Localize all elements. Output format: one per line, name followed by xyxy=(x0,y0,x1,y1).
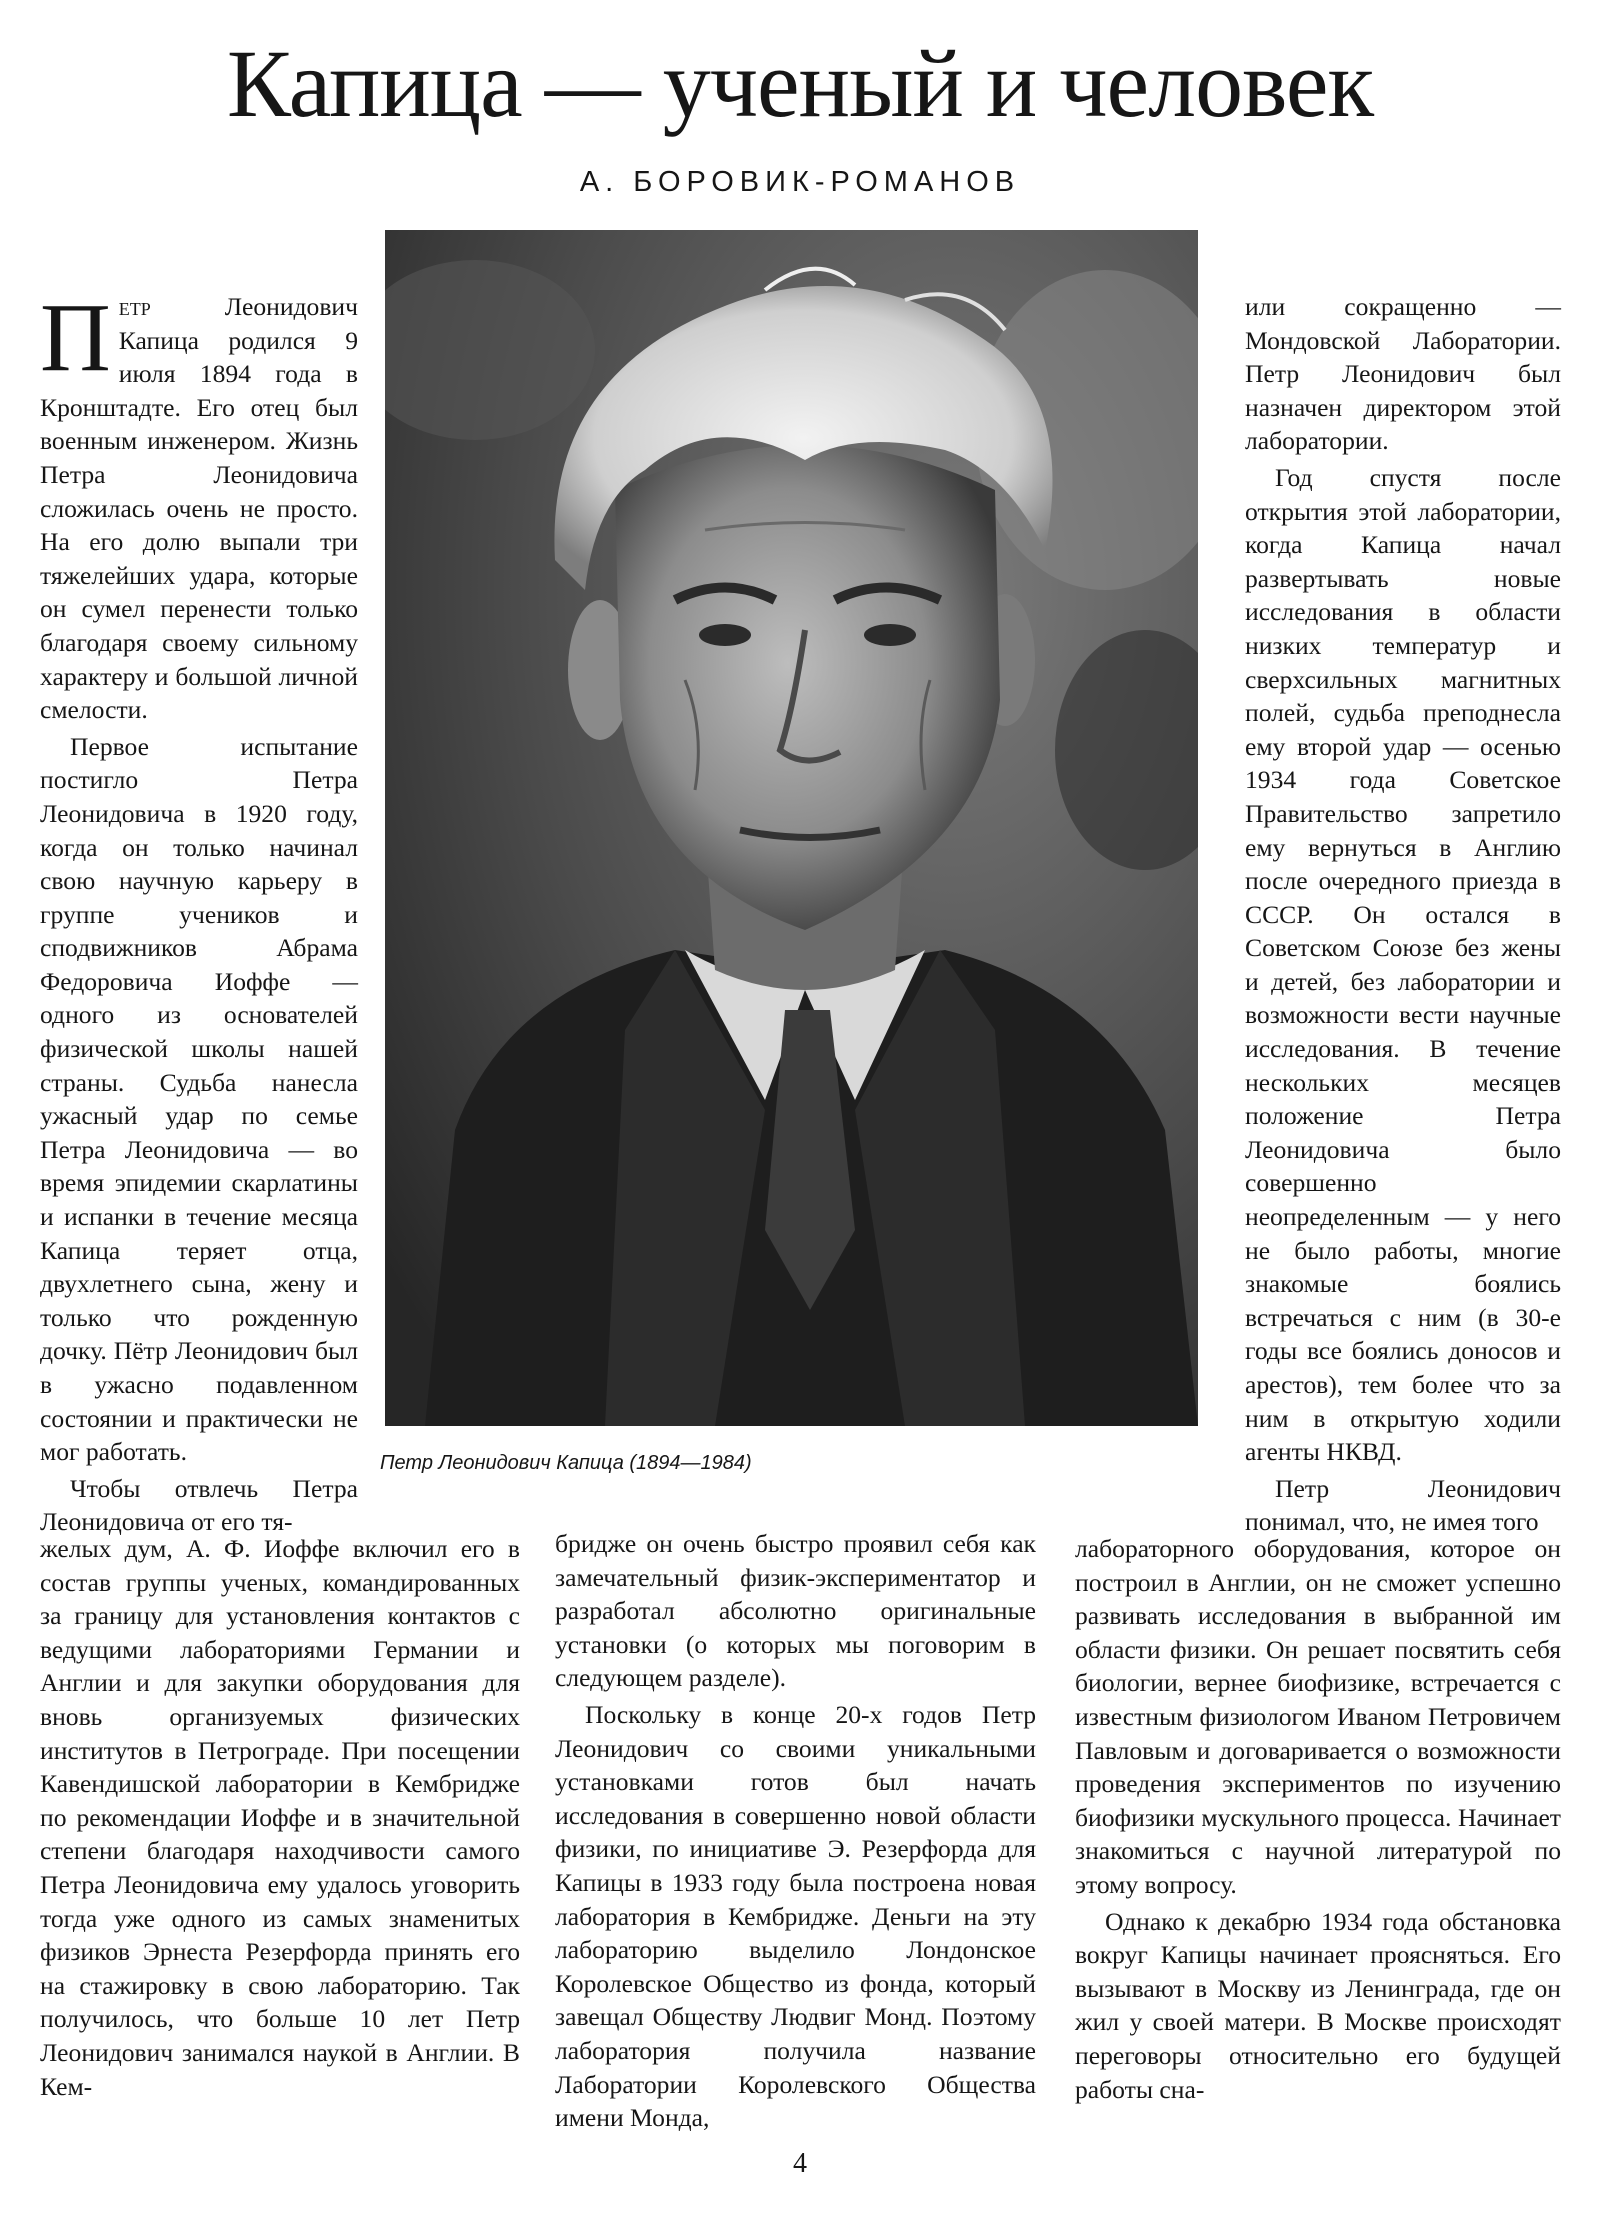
left-paragraph-3-start: Чтобы отвлечь Петра Леонидовича от его тя- xyxy=(40,1473,358,1537)
bottom-right-paragraph-1: лабораторного оборудования, которое он построил в Англии, он не сможет успешно развивать исследования в выбранной им области физики. Он решает посвятить себя биологии, вернее биофизике, встречается с известным физиологом Иваном Петровичем Павловым и договаривается о возможности проведения экспериментов по изучению биофизики мускульного процесса. Начинает знакомиться с научной литературой по этому вопросу. xyxy=(1075,1534,1561,1899)
bottom-right-column xyxy=(1075,1532,1561,2109)
bottom-middle-paragraph-1: бридже он очень быстро проявил себя как замечательный физик-экспериментатор и разработал абсолютно оригинальные установки (о которых мы поговорим в следующем разделе). xyxy=(555,1529,1036,1693)
page-number: 4 xyxy=(793,2148,807,2179)
portrait-illustration xyxy=(385,230,1198,1426)
left-paragraph-2: Первое испытание постигло Петра Леонидовича в 1920 году, когда он только начинал свою научную карьеру в группе учеников и сподвижников Абрама Федоровича Иоффе — одного из основателей физической школы нашей страны. Судьба нанесла ужасный удар по семье Петра Леонидовича — во время эпидемии скарлатины и испанки в течение месяца Капица теряет отца, двухлетнего сына, жену и только что рожденную дочку. Пётр Леонидович был в ужасно подавленном состоянии и практически не мог работать. xyxy=(40,731,358,1467)
bottom-middle-paragraph-2: Поскольку в конце 20-х годов Петр Леонидович со своими уникальными установками готов был начать исследования в совершенно новой области физики, по инициативе Э. Резерфорда для Капицы в 1933 году была построена новая лаборатория в Кембридже. Деньги на эту лабораторию выделило Лондонское Королевское Общество из фонда, который завещал Обществу Людвиг Монд. Поэтому лаборатория получила название Лаборатории Королевского Общества имени Монда, xyxy=(555,1699,1036,2133)
page-title: Капица — ученый и человек xyxy=(226,30,1374,137)
portrait-photo xyxy=(385,230,1198,1426)
drop-cap: П xyxy=(40,284,111,392)
bottom-left-column xyxy=(40,1532,520,2106)
first-word-rest: етр xyxy=(118,292,151,321)
right-column xyxy=(1245,290,1561,1542)
photo-caption: Петр Леонидович Капица (1894—1984) xyxy=(380,1452,752,1474)
right-paragraph-3-start: Петр Леонидович понимал, что, не имея того xyxy=(1245,1473,1561,1537)
left-paragraph-1 xyxy=(40,284,358,727)
right-paragraph-1-cont: или сокращенно — Мондовской Лаборатории. Петр Леонидович был назначен директором этой лаборатории. xyxy=(1245,292,1561,456)
bottom-middle-column xyxy=(555,1527,1036,2138)
left-paragraph-1-text: Леонидович Капица родился 9 июля 1894 года в Кронштадте. Его отец был военным инженером. Жизнь Петра Леонидовича сложилась очень не просто. На его долю выпали три тяжелейших удара, которые он сумел перенести только благодаря своему сильному характеру и большой личной смелости. xyxy=(40,292,358,725)
author-byline: А. БОРОВИК-РОМАНОВ xyxy=(579,166,1021,198)
left-column xyxy=(40,284,358,1542)
bottom-left-paragraph: желых дум, А. Ф. Иоффе включил его в состав группы ученых, командированных за границу для установления контактов с ведущими лабораториями Германии и Англии и для закупки оборудования для вновь организуемых физических институтов в Петрограде. При посещении Кавендишской лаборатории в Кембридже по рекомендации Иоффе и в значительной степени благодаря находчивости самого Петра Леонидовича ему удалось уговорить тогда уже одного из самых знаменитых физиков Эрнеста Резерфорда принять его на стажировку в свою лабораторию. Так получилось, что больше 10 лет Петр Леонидович занимался наукой в Англии. В Кем- xyxy=(40,1534,520,2101)
bottom-right-paragraph-2: Однако к декабрю 1934 года обстановка вокруг Капицы начинает проясняться. Его вызывают в Москву из Ленинграда, где он жил у своей матери. В Москве происходят переговоры относительно его будущей работы сна- xyxy=(1075,1906,1561,2104)
right-paragraph-2: Год спустя после открытия этой лаборатории, когда Капица начал развертывать новые исследования в области низких температур и сверхсильных магнитных полей, судьба преподнесла ему второй удар — осенью 1934 года Советское Правительство запретило ему вернуться в Англию после очередного приезда в СССР. Он остался в Советском Союзе без жены и детей, без лаборатории и возможности вести научные исследования. В течение нескольких месяцев положение Петра Леонидовича было совершенно неопределенным — у него не было работы, многие знакомые боялись встречаться с ним (в 30-е годы все боялись доносов и арестов), тем более что за ним в открытую ходили агенты НКВД. xyxy=(1245,462,1561,1467)
